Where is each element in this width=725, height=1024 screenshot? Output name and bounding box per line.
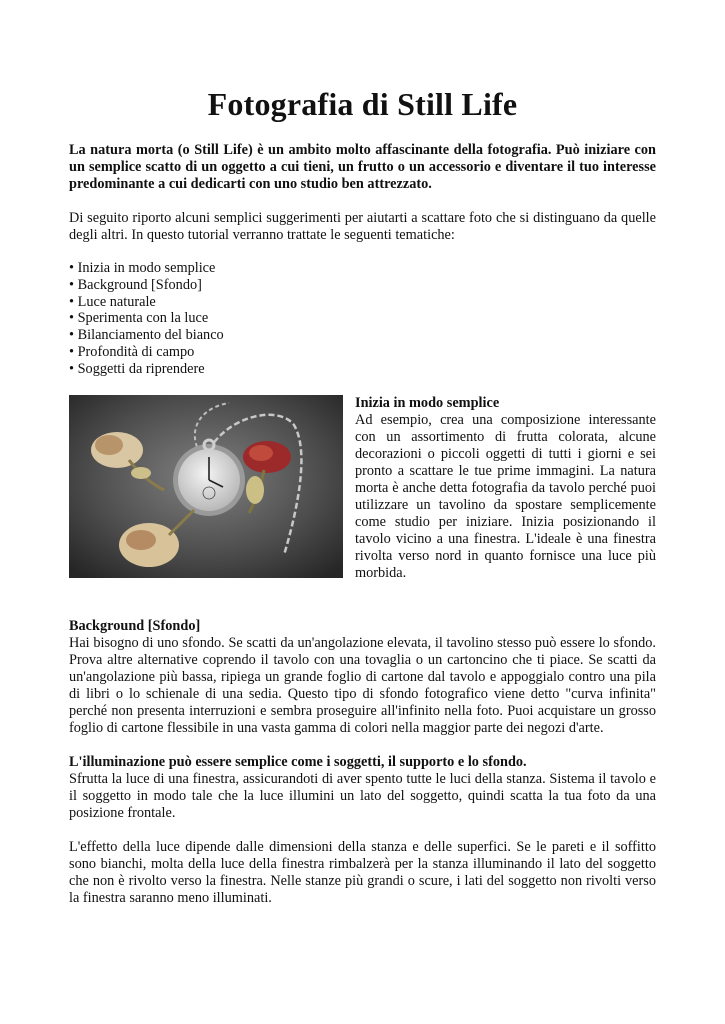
section-body: Hai bisogno di uno sfondo. Se scatti da un'angolazione elevata, il tavolino stesso può essere lo sfondo. Prova altre alternative coprendo il tavolo con una tovaglia o un cartoncino che ti piace. Se scatti da un'angolazione più bassa, ripiega un grande foglio di cartone dal tavolo e appoggialo contro una pila di libri o lo schienale di una sedia. Questo tipo di sfondo fotografico viene detto "curva infinita" perché non presenta interruzioni e sembra proseguire all'infinito nella foto. Puoi acquistare un grosso foglio di cartone flessibile in una vasta gamma di colori nella maggior parte dei negozi d'arte.: [69, 634, 656, 736]
section-background: [69, 618, 656, 737]
section-body: Sfrutta la luce di una finestra, assicurandoti di aver spento tutte le luci della stanza. Sistema il tavolo e il soggetto in modo tale che la luce illumini un lato del soggetto, quindi scatta la tua foto da una posizione frontale.: [69, 770, 656, 821]
section-heading: Inizia in modo semplice: [355, 394, 500, 411]
section-text: [355, 395, 656, 585]
list-item: • Sperimenta con la luce: [69, 310, 656, 327]
list-item: • Profondità di campo: [69, 344, 656, 361]
list-item: • Background [Sfondo]: [69, 277, 656, 294]
list-item: • Soggetti da riprendere: [69, 361, 656, 378]
section-heading: L'illuminazione può essere semplice come i soggetti, il supporto e lo sfondo.: [69, 753, 527, 770]
intro-paragraph: La natura morta (o Still Life) è un ambito molto affascinante della fotografia. Può iniziare con un semplice scatto di un oggetto a cui tieni, un frutto o un accessorio e diventare il tuo interesse predominante a cui dedicarti con uno studio ben attrezzato.: [69, 142, 656, 192]
page-title: Fotografia di Still Life: [207, 86, 518, 122]
section-start-simple: [69, 395, 656, 585]
section-lighting: [69, 754, 656, 822]
overview-paragraph: Di seguito riporto alcuni semplici suggerimenti per aiutarti a scattare foto che si distinguano da quelle degli altri. In questo tutorial verranno trattate le seguenti tematiche:: [69, 210, 656, 243]
closing-paragraph: L'effetto della luce dipende dalle dimensioni della stanza e delle superfici. Se le pareti e il soffitto sono bianchi, molta della luce della finestra rimbalzerà per la stanza illuminando il lato del soggetto che non è rivolto verso la finestra. Nelle stanze più grandi o scure, i lati del soggetto non rivolti verso la finestra saranno meno illuminati.: [69, 838, 656, 906]
still-life-photo: [69, 395, 343, 578]
topics-list: [69, 260, 656, 378]
list-item: • Luce naturale: [69, 294, 656, 311]
section-body: Ad esempio, crea una composizione interessante con un assortimento di frutta colorata, alcune decorazioni o piccoli oggetti di tutti i giorni e sei pronto a scattare le tue prime immagini. La natura morta è anche detta fotografia da tavolo perché puoi utilizzare un tavolino da spostare semplicemente come studio per iniziare. Inizia posizionando il tavolo vicino a una finestra. L'ideale è una finestra rivolta verso nord in quanto fornisce una luce più morbida.: [355, 411, 656, 581]
list-item: • Bilanciamento del bianco: [69, 327, 656, 344]
section-heading: Background [Sfondo]: [69, 617, 201, 634]
list-item: • Inizia in modo semplice: [69, 260, 656, 277]
